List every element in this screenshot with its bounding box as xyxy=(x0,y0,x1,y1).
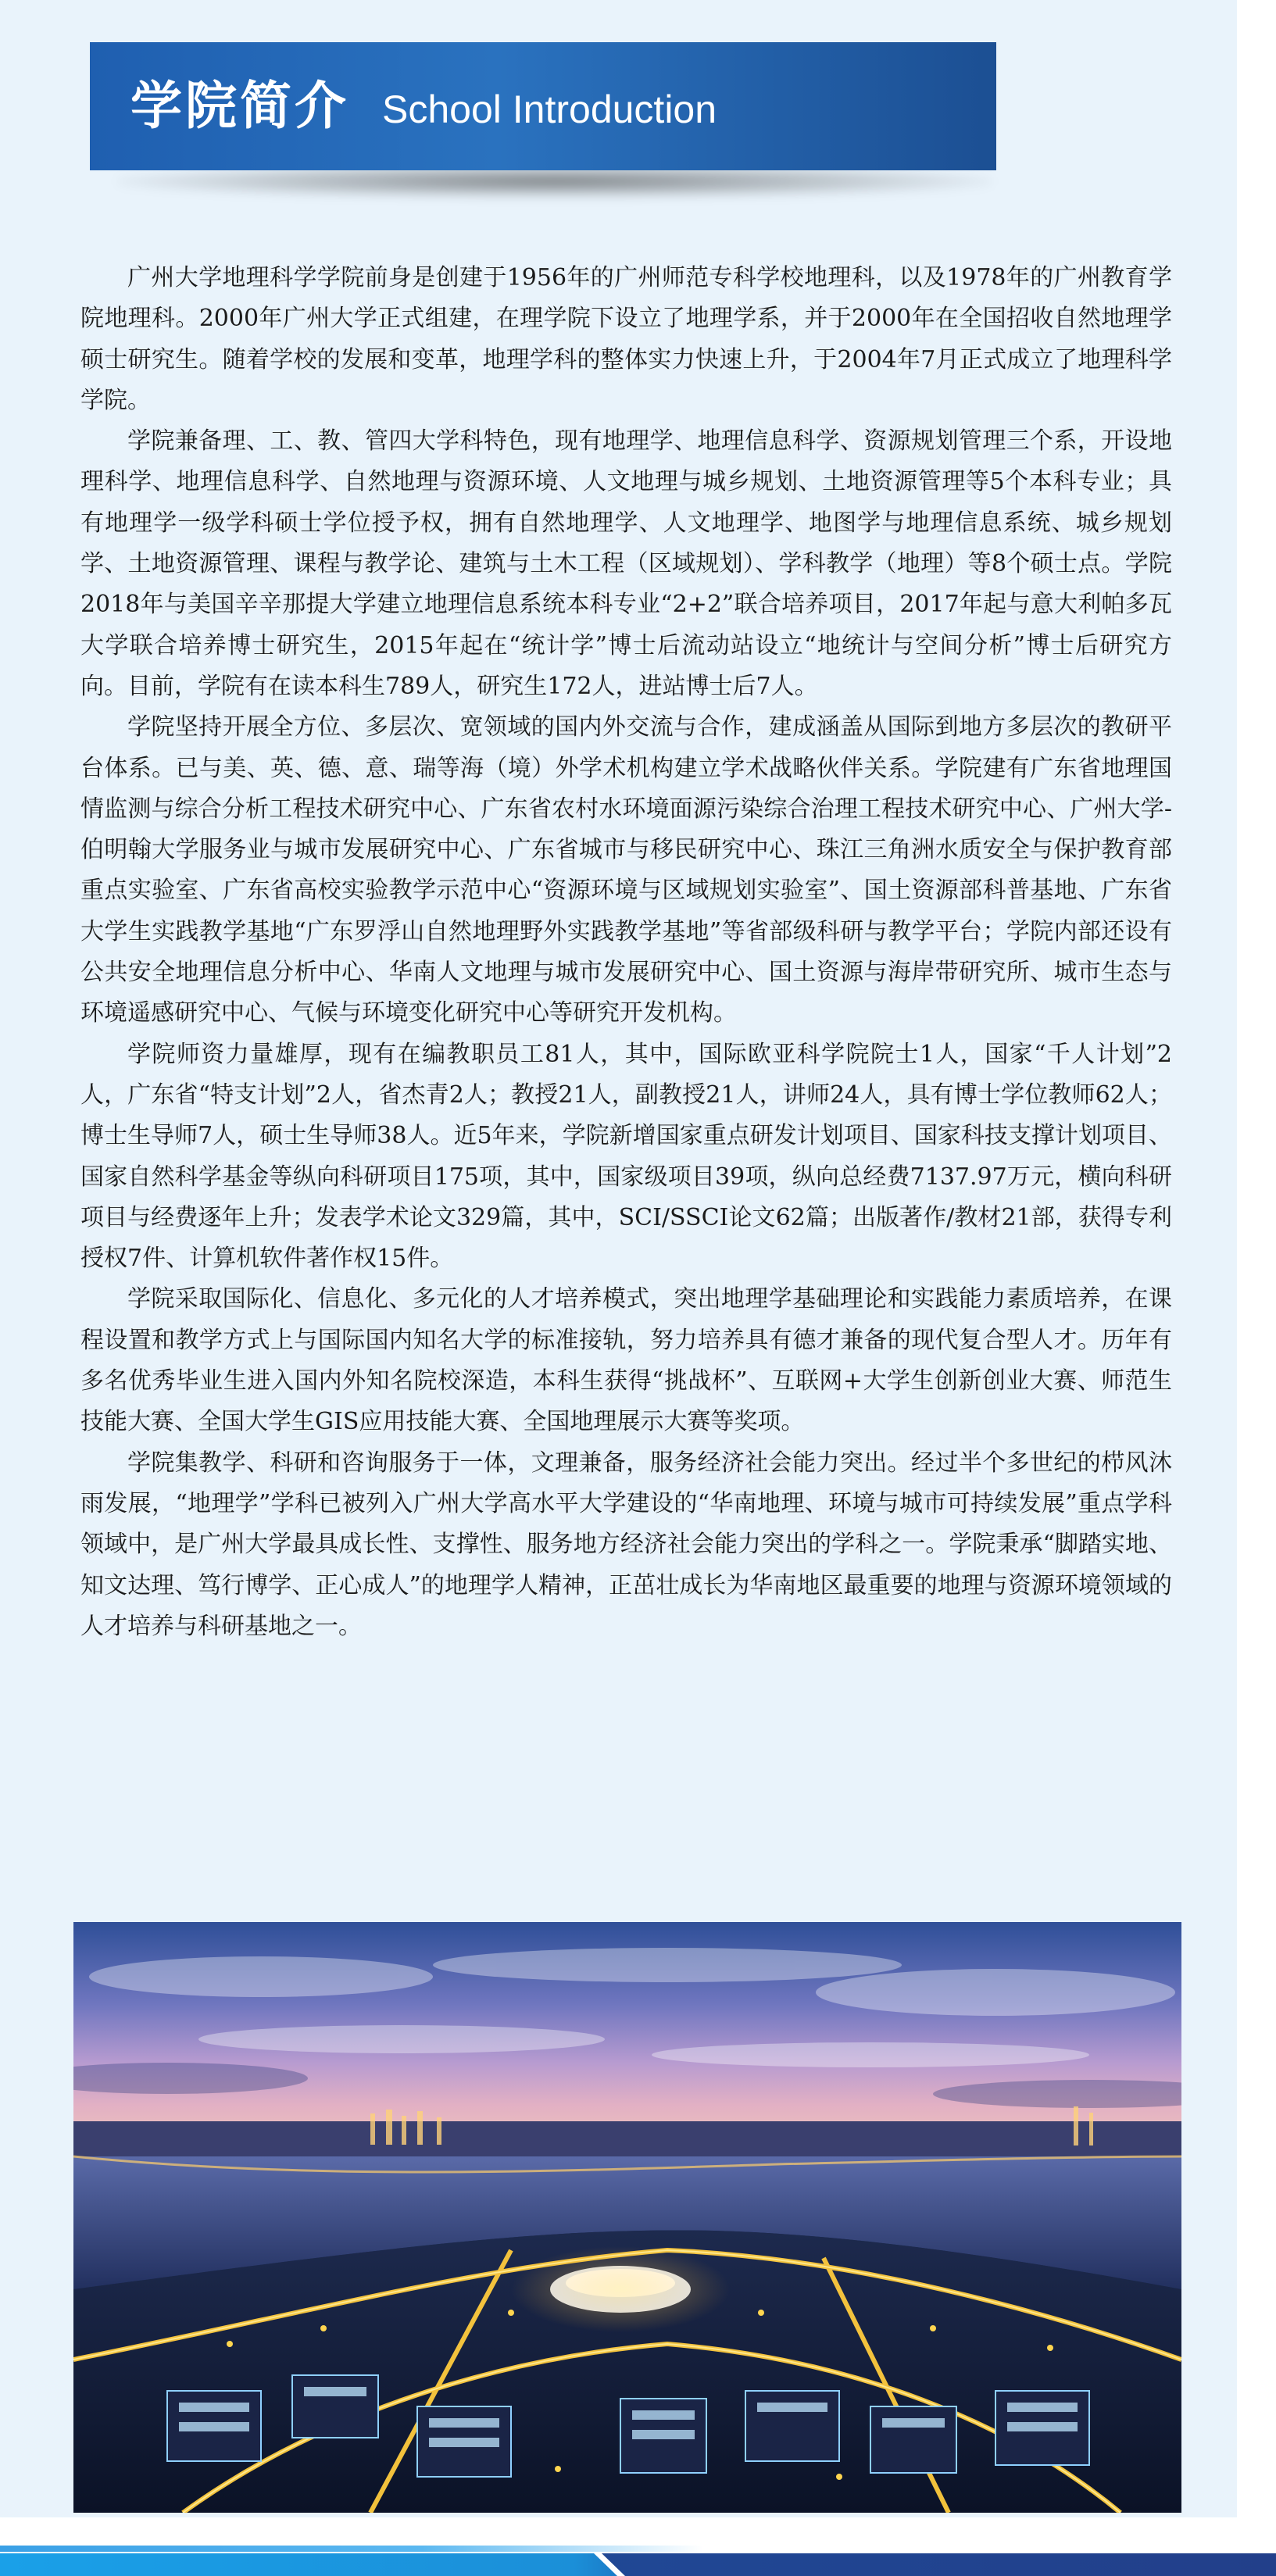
introduction-body xyxy=(80,258,1172,1647)
aerial-campus-photo xyxy=(73,1922,1181,2513)
footer-accent-line xyxy=(0,2546,703,2552)
paragraph-talent-training: 学院采取国际化、信息化、多元化的人才培养模式，突出地理学基础理论和实践能力素质培养，在课程设置和教学方式上与国际国内知名大学的标准接轨，努力培养具有德才兼备的现代复合型人才。历年有多名优秀毕业生进入国内外知名院校深造，本科生获得“挑战杯”、互联网+大学生创新创业大赛、师范生技能大赛、全国大学生GIS应用技能大赛、全国地理展示大赛等奖项。 xyxy=(80,1285,1172,1436)
section-title-zh: 学院简介 xyxy=(130,76,349,136)
aerial-night-campus-icon xyxy=(73,1922,1181,2513)
paragraph-faculty: 学院师资力量雄厚，现有在编教职员工81人，其中，国际欧亚科学院院士1人，国家“千人计划”2人，广东省“特支计划”2人，省杰青2人；教授21人，副教授21人，讲师24人，具有博士学位教师62人；博士生导师7人，硕士生导师38人。近5年来，学院新增国家重点研发计划项目、国家科技支撑计划项目、国家自然科学基金等纵向科研项目175项，其中，国家级项目39项，纵向总经费7137.97万元，横向科研项目与经费逐年上升；发表学术论文329篇，其中，SCI/SSCI论文62篇；出版著作/教材21部，获得专利授权7件、计算机软件著作权15件。 xyxy=(80,1040,1172,1273)
section-title-en: School Introduction xyxy=(382,88,717,131)
paragraph-history: 广州大学地理科学学院前身是创建于1956年的广州师范专科学校地理科，以及1978年的广州教育学院地理科。2000年广州大学正式组建，在理学院下设立了地理学系，并于2000年在全国招收自然地理学硕士研究生。随着学校的发展和变革，地理学科的整体实力快速上升，于2004年7月正式成立了地理科学学院。 xyxy=(80,264,1172,414)
section-header-banner xyxy=(90,42,996,170)
paragraph-disciplines: 学院兼备理、工、教、管四大学科特色，现有地理学、地理信息科学、资源规划管理三个系，开设地理科学、地理信息科学、自然地理与资源环境、人文地理与城乡规划、土地资源管理等5个本科专业；具有地理学一级学科硕士学位授予权，拥有自然地理学、人文地理学、地图学与地理信息系统、城乡规划学、土地资源管理、课程与教学论、建筑与土木工程（区域规划）、学科教学（地理）等8个硕士点。学院2018年与美国辛辛那提大学建立地理信息系统本科专业“2+2”联合培养项目，2017年起与意大利帕多瓦大学联合培养博士研究生，2015年起在“统计学”博士后流动站设立“地统计与空间分析”博士后研究方向。目前，学院有在读本科生789人，研究生172人，进站博士后7人。 xyxy=(80,427,1172,700)
paragraph-cooperation: 学院坚持开展全方位、多层次、宽领域的国内外交流与合作，建成涵盖从国际到地方多层次的教研平台体系。已与美、英、德、意、瑞等海（境）外学术机构建立学术战略伙伴关系。学院建有广东省地理国情监测与综合分析工程技术研究中心、广东省农村水环境面源污染综合治理工程技术研究中心、广州大学-伯明翰大学服务业与城市发展研究中心、广东省城市与移民研究中心、珠江三角洲水质安全与保护教育部重点实验室、广东省高校实验教学示范中心“资源环境与区域规划实验室”、国土资源部科普基地、广东省大学生实践教学基地“广东罗浮山自然地理野外实践教学基地”等省部级科研与教学平台；学院内部还设有公共安全地理信息分析中心、华南人文地理与城市发展研究中心、国土资源与海岸带研究所、城市生态与环境遥感研究中心、气候与环境变化研究中心等研究开发机构。 xyxy=(80,713,1172,1027)
paragraph-mission: 学院集教学、科研和咨询服务于一体，文理兼备，服务经济社会能力突出。经过半个多世纪的栉风沐雨发展，“地理学”学科已被列入广州大学高水平大学建设的“华南地理、环境与城市可持续发展”重点学科领域中，是广州大学最具成长性、支撑性、服务地方经济社会能力突出的学科之一。学院秉承“脚踏实地、知文达理、笃行博学、正心成人”的地理学人精神，正茁壮成长为华南地区最重要的地理与资源环境领域的人才培养与科研基地之一。 xyxy=(80,1449,1172,1640)
